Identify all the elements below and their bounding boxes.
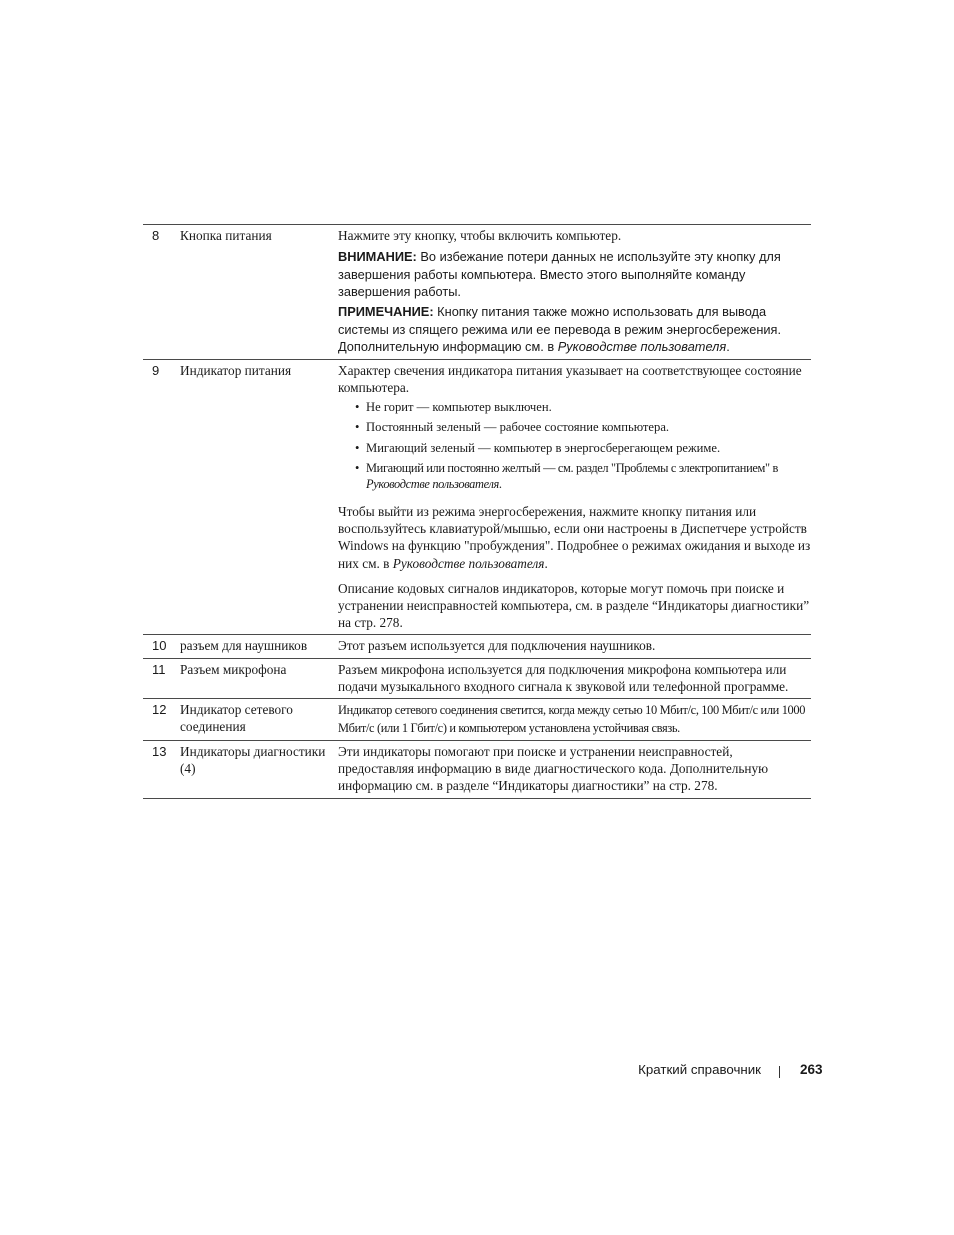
status-list bbox=[338, 399, 811, 493]
description-text: Разъем микрофона используется для подключения микрофона компьютера или подачи музыкального входного сигнала к звуковой или телефонной программе. bbox=[338, 661, 789, 694]
item-number: 9 bbox=[152, 362, 160, 378]
item-name: Разъем микрофона bbox=[180, 661, 287, 677]
note-italic: Руководстве пользователя bbox=[557, 339, 727, 355]
list-item: • Не горит — компьютер выключен. bbox=[355, 399, 811, 416]
table-row bbox=[143, 634, 811, 657]
note-notice bbox=[338, 303, 811, 356]
item-description bbox=[338, 659, 811, 698]
page-number: 263 bbox=[800, 1062, 823, 1077]
item-description bbox=[338, 360, 811, 635]
table-row bbox=[143, 658, 811, 698]
note-text: Кнопку питания также можно использовать для вывода системы из спящего режима или ее перевода в режим энергосбережения. Дополнительную информацию см. в bbox=[338, 303, 782, 355]
table-row bbox=[143, 740, 811, 798]
description-text: Индикатор сетевого соединения светится, когда между сетью 10 Мбит/с, 100 Мбит/с или 1000 Мбит/с (или 1 Гбит/с) и компьютером установлена устойчивая связь. bbox=[338, 702, 806, 735]
item-name: разъем для наушников bbox=[180, 638, 308, 654]
item-description bbox=[338, 741, 811, 798]
components-table bbox=[143, 224, 811, 799]
description-text: Нажмите эту кнопку, чтобы включить компьютер. bbox=[338, 228, 622, 243]
note-label: ПРИМЕЧАНИЕ: bbox=[338, 303, 434, 319]
list-item: • Мигающий зеленый — компьютер в энергосберегающем режиме. bbox=[355, 440, 811, 457]
item-name: Кнопка питания bbox=[180, 228, 272, 243]
paragraph-text: Чтобы выйти из режима энергосбережения, нажмите кнопку питания или воспользуйтесь клавиатурой/мышью, если они настроены в Диспетчере устройств Windows на функцию "пробуждения". Подробнее о режимах ожидания и выходе из них см. в bbox=[338, 503, 811, 571]
item-name: Индикаторы диагностики (4) bbox=[180, 743, 326, 777]
item-number: 8 bbox=[152, 228, 160, 243]
item-name: Индикатор сетевого соединения bbox=[180, 701, 293, 735]
paragraph-italic: Руководстве пользователя bbox=[392, 555, 545, 571]
note-end: . bbox=[726, 339, 730, 355]
page-footer bbox=[0, 1062, 954, 1082]
description-paragraph bbox=[338, 503, 811, 572]
table-row bbox=[143, 698, 811, 740]
bullet-text: Мигающий или постоянно желтый — см. раздел "Проблемы с электропитанием" в bbox=[366, 460, 778, 475]
section-title: Краткий справочник bbox=[638, 1062, 761, 1077]
item-number: 12 bbox=[152, 701, 167, 717]
list-item: • Постоянный зеленый — рабочее состояние компьютера. bbox=[355, 419, 811, 436]
item-name: Индикатор питания bbox=[180, 362, 292, 378]
footer-divider bbox=[779, 1066, 780, 1078]
item-number: 11 bbox=[152, 661, 166, 677]
warning-notice bbox=[338, 248, 811, 301]
table-row bbox=[143, 359, 811, 635]
item-number: 13 bbox=[152, 743, 167, 759]
warning-label: ВНИМАНИЕ: bbox=[338, 249, 417, 265]
description-text: Этот разъем используется для подключения наушников. bbox=[338, 638, 656, 654]
item-description bbox=[338, 225, 811, 359]
description-paragraph: Описание кодовых сигналов индикаторов, которые могут помочь при поиске и устранении неисправностей компьютера, см. в разделе “Индикаторы диагностики” на стр. 278. bbox=[338, 580, 810, 631]
bullet-end: . bbox=[498, 477, 502, 492]
item-description bbox=[338, 699, 811, 740]
table-row bbox=[143, 225, 811, 359]
description-intro: Характер свечения индикатора питания указывает на соответствующее состояние компьютера. bbox=[338, 362, 802, 395]
bullet-italic: Руководстве пользователя bbox=[366, 477, 499, 492]
list-item bbox=[355, 460, 811, 493]
warning-text: Во избежание потери данных не используйте эту кнопку для завершения работы компьютера. Вместо этого выполняйте команду завершения работы. bbox=[338, 249, 781, 300]
description-text: Эти индикаторы помогают при поиске и устранении неисправностей, предоставляя информацию в виде диагностического кода. Дополнительную информацию см. в разделе “Индикаторы диагностики” на стр. 278. bbox=[338, 743, 769, 794]
item-description bbox=[338, 635, 811, 657]
item-number: 10 bbox=[152, 638, 167, 654]
paragraph-end: . bbox=[544, 555, 548, 571]
